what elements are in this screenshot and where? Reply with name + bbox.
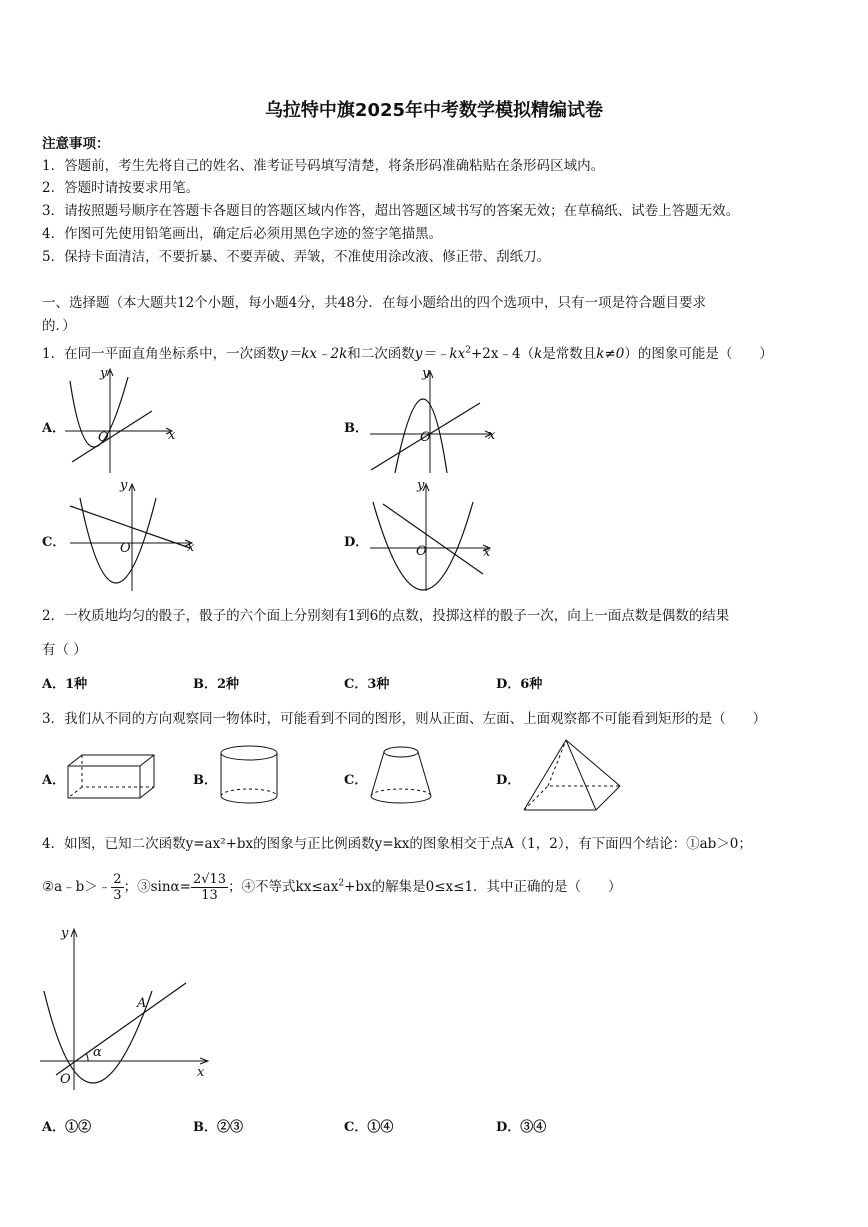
q1-option-a-label[interactable]: A．	[42, 421, 66, 436]
question-4-line2: ②a﹣b＞﹣ $\frac{2}{3}$ ；③sinα= $\frac{2√13}{13}$ ；④不等式$kx\le ax^2+bx$的解集是0≤x≤1．其中正确的是（ ）	[42, 872, 622, 903]
question-1-text: 1．在同一平面直角坐标系中，一次函数y＝kx﹣2k和二次函数$y=﹣kx^2+2x﹣4(k$是常数且k≠0）的图象可能是（ ）	[42, 345, 773, 362]
q1-c-origin: O	[120, 541, 131, 556]
q1-graph-a[interactable]	[60, 365, 190, 475]
note-item-3: 3．请按照题号顺序在答题卡各题目的答题区域内作答，超出答题区域书写的答案无效；在草稿纸、试卷上答题无效。	[42, 203, 740, 219]
q1-b-x-label: x	[488, 428, 496, 443]
q1-option-b-label[interactable]: B．	[344, 421, 368, 436]
q1-c-y-label: y	[120, 478, 128, 493]
q1-a-x-label: x	[168, 428, 176, 443]
q3-pyramid-figure[interactable]	[522, 738, 622, 814]
q1-option-d-label[interactable]: D．	[344, 535, 369, 550]
note-item-4: 4．作图可先使用铅笔画出，确定后必须用黑色字迹的签字笔描黑。	[42, 226, 443, 242]
q4-x-label: x	[197, 1065, 205, 1080]
q3-cuboid-figure[interactable]	[66, 752, 158, 802]
question-2-line2: 有（ ）	[42, 642, 87, 658]
q1-c-x-label: x	[187, 540, 195, 555]
q1-option-c-label[interactable]: C．	[42, 535, 66, 550]
q2-option-d[interactable]: D．6种	[496, 677, 543, 692]
section-heading-line2: 的．）	[42, 318, 76, 334]
q4-option-a[interactable]: A．①②	[42, 1120, 92, 1135]
notes-heading: 注意事项：	[42, 136, 110, 152]
page-title: 乌拉特中旗2025年中考数学模拟精编试卷	[264, 100, 604, 121]
question-3-text: 3．我们从不同的方向观察同一物体时，可能看到不同的图形，则从正面、左面、上面观察都不可能看到矩形的是（ ）	[42, 711, 767, 727]
q4-origin: O	[60, 1072, 71, 1087]
q4-point-a: A	[137, 996, 147, 1011]
q3-option-d-label[interactable]: D．	[496, 773, 521, 788]
q2-option-a[interactable]: A．1种	[42, 677, 88, 692]
q1-d-x-label: x	[483, 545, 491, 560]
q3-option-b-label[interactable]: B．	[193, 773, 217, 788]
q1-graph-b[interactable]	[365, 365, 500, 475]
note-item-2: 2．答题时请按要求用笔。	[42, 180, 200, 196]
question-2-line1: 2．一枚质地均匀的骰子，骰子的六个面上分别刻有1到6的点数，投掷这样的骰子一次，向上一面点数是偶数的结果	[42, 608, 730, 624]
q4-option-d[interactable]: D．③④	[496, 1120, 547, 1135]
q1-d-origin: O	[416, 544, 427, 559]
fraction-two-thirds: $\frac{2}{3}$	[113, 872, 122, 903]
q2-option-b[interactable]: B．2种	[193, 677, 240, 692]
q3-option-a-label[interactable]: A．	[42, 773, 66, 788]
q1-graph-d[interactable]	[365, 478, 500, 593]
q1-a-origin: O	[98, 430, 109, 445]
fraction-sin-alpha: $\frac{2√13}{13}$	[192, 872, 227, 903]
note-item-5: 5．保持卡面清洁，不要折暴、不要弄破、弄皱，不准使用涂改液、修正带、刮纸刀。	[42, 249, 551, 265]
q3-option-c-label[interactable]: C．	[344, 773, 368, 788]
q1-graph-c[interactable]	[60, 478, 200, 593]
q4-option-c[interactable]: C．①④	[344, 1120, 394, 1135]
section-heading-line1: 一、选择题（本大题共12个小题，每小题4分，共48分．在每小题给出的四个选项中，只有一项是符合题目要求	[42, 295, 706, 311]
q1-b-y-label: y	[422, 366, 430, 381]
q1-b-origin: O	[420, 430, 431, 445]
q4-option-b[interactable]: B．②③	[193, 1120, 243, 1135]
q3-frustum-figure[interactable]	[368, 744, 434, 806]
note-item-1: 1．答题前，考生先将自己的姓名、准考证号码填写清楚，将条形码准确粘贴在条形码区域内。	[42, 158, 605, 174]
q4-figure	[38, 925, 218, 1095]
q4-y-label: y	[61, 926, 69, 941]
q3-cylinder-figure[interactable]	[218, 744, 280, 806]
question-4-line1: 4．如图，已知二次函数y=ax²+bx的图象与正比例函数y=kx的图象相交于点A（1，2），有下面四个结论：①ab＞0；	[42, 836, 752, 852]
q1-a-y-label: y	[100, 366, 108, 381]
q4-alpha: α	[93, 1045, 102, 1060]
q2-option-c[interactable]: C．3种	[344, 677, 390, 692]
q1-d-y-label: y	[417, 478, 425, 493]
